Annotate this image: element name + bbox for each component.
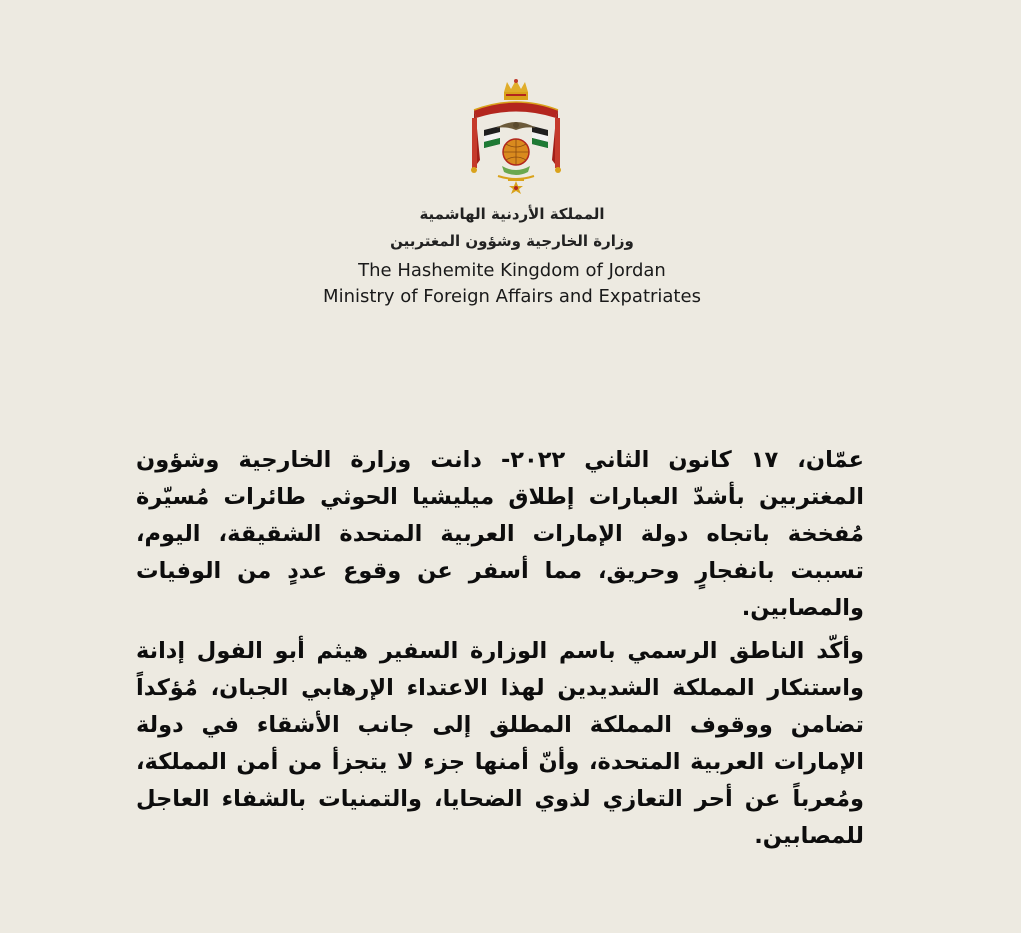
ministry-arabic-kingdom: المملكة الأردنية الهاشمية	[419, 205, 605, 223]
crown-icon	[504, 79, 528, 100]
statement-paragraph-1: عمّان، ١٧ كانون الثاني ٢٠٢٢- دانت وزارة الخارجية وشؤون المغتربين بأشدّ العبارات إطلاق ميليشيا الحوثي طائرات مُسيّرة مُفخخة باتجاه دولة الإمارات العربية المتحدة الشقيقة، اليوم، تسببت بانفجارٍ وحريق، مما أسفر عن وقوع عددٍ من الوفيات والمصابين.	[136, 446, 864, 621]
statement-paragraph-2: وأكّد الناطق الرسمي باسم الوزارة السفير هيثم أبو الفول إدانة واستنكار المملكة الشديدين لهذا الاعتداء الإرهابي الجبان، مُؤكداً تضامن ووقوف المملكة المطلق إلى جانب الأشقاء في دولة الإمارات العربية المتحدة، وأنّ أمنها جزء لا يتجزأ من أمن المملكة، ومُعرباً عن أحر التعازي لذوي الضحايا، والتمنيات بالشفاء العاجل للمصابين.	[136, 637, 864, 849]
ministry-english-name: Ministry of Foreign Affairs and Expatriates	[323, 286, 701, 307]
jordan-coat-of-arms-icon	[466, 78, 566, 198]
ministry-english-kingdom: The Hashemite Kingdom of Jordan	[358, 260, 666, 281]
ministry-arabic-name: وزارة الخارجية وشؤون المغتربين	[390, 232, 634, 250]
